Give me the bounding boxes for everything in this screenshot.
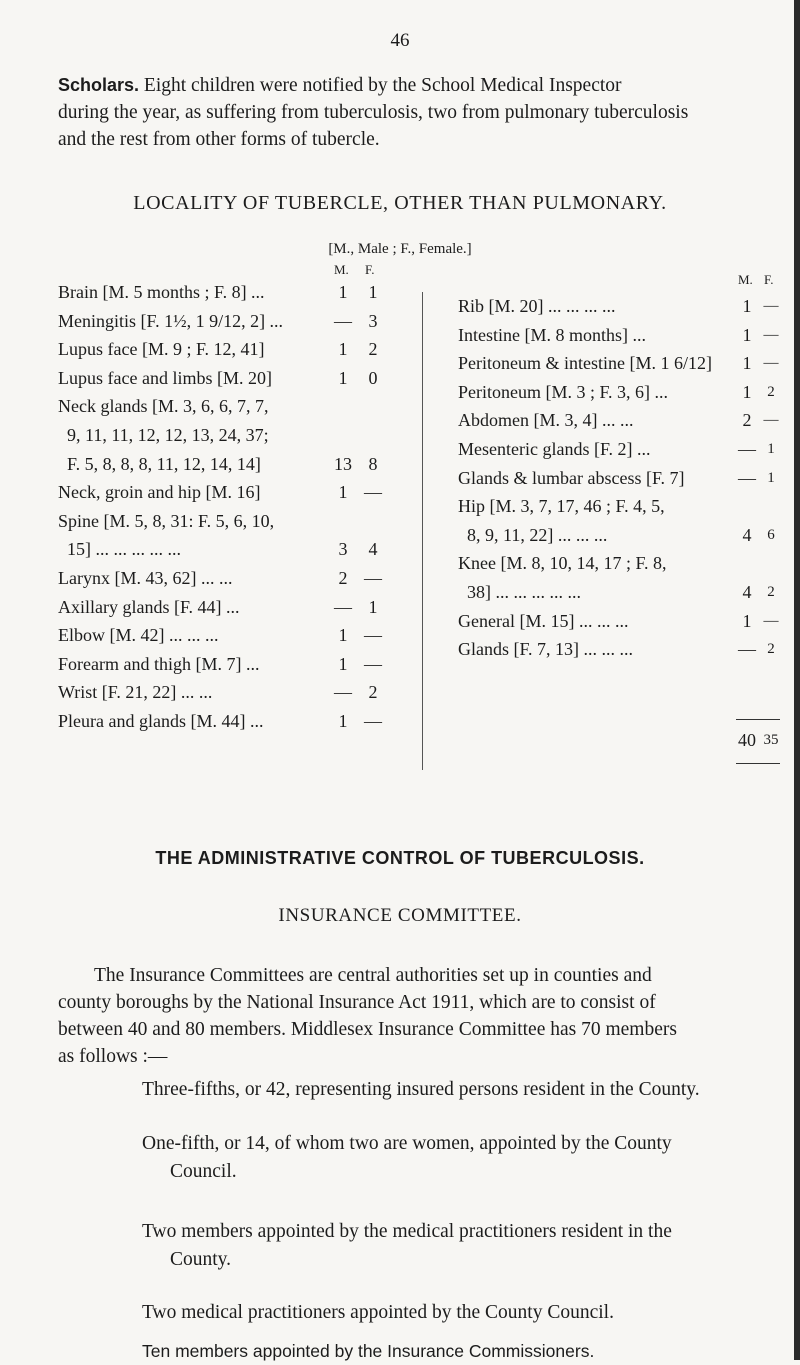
member-line-cont: Council. <box>170 1161 237 1182</box>
right-row-label: Mesenteric glands [F. 2] ... <box>458 439 651 459</box>
right-row-m: 2 <box>742 410 752 431</box>
right-header-m: M. <box>738 272 753 287</box>
left-row-label: Axillary glands [F. 44] ... <box>58 596 240 617</box>
scholars-line-2: during the year, as suffering from tuberculosis, two from pulmonary tuberculosis <box>58 102 689 123</box>
left-row-f: 3 <box>368 310 378 331</box>
left-row <box>58 479 422 505</box>
left-header-f: F. <box>365 262 375 277</box>
right-row-label: Abdomen [M. 3, 4] ... ... <box>458 410 634 431</box>
insurance-line-3: between 40 and 80 members. Middlesex Insurance Committee has 70 members <box>58 1019 677 1040</box>
left-row <box>58 536 422 562</box>
right-row-label: Glands & lumbar abscess [F. 7] <box>458 467 685 488</box>
locality-table <box>58 262 780 812</box>
right-row <box>430 636 780 662</box>
locality-title: LOCALITY OF TUBERCLE, OTHER THAN PULMONARY. <box>133 192 667 214</box>
right-row-m: — <box>738 439 756 459</box>
left-row-m: 3 <box>338 539 348 560</box>
left-row <box>58 336 422 362</box>
left-row-label: 15] ... ... ... ... ... <box>58 539 181 560</box>
left-row-label: Lupus face [M. 9 ; F. 12, 41] <box>58 339 265 360</box>
member-item <box>142 1218 792 1274</box>
left-row-f: — <box>364 653 382 674</box>
right-row-label: Intestine [M. 8 months] ... <box>458 324 646 345</box>
right-row-f: — <box>763 326 779 343</box>
left-row-m: 1 <box>338 482 348 503</box>
right-row <box>430 436 780 462</box>
left-row-label: Neck, groin and hip [M. 16] <box>58 482 261 503</box>
member-line: One-fifth, or 14, of whom two are women, appointed by the County <box>142 1133 672 1154</box>
right-row-f: 2 <box>767 584 775 600</box>
right-row-f: — <box>763 298 779 314</box>
right-row-f: — <box>763 612 779 629</box>
right-row-label: Hip [M. 3, 7, 17, 46 ; F. 4, 5, <box>458 496 665 517</box>
right-row-m: 4 <box>742 582 752 602</box>
left-row-label: Forearm and thigh [M. 7] ... <box>58 653 260 674</box>
left-row-f: — <box>364 625 382 646</box>
right-row-label: General [M. 15] ... ... ... <box>458 610 629 631</box>
left-row-label: F. 5, 8, 8, 8, 11, 12, 14, 14] <box>58 453 261 474</box>
left-row-label: Spine [M. 5, 8, 31: F. 5, 6, 10, <box>58 510 275 531</box>
left-row-label: Meningitis [F. 1½, 1 9/12, 2] ... <box>58 310 284 331</box>
left-row <box>58 422 422 448</box>
insurance-line-1: The Insurance Committees are central authorities set up in counties and <box>94 965 652 986</box>
left-row-label: Brain [M. 5 months ; F. 8] ... <box>58 282 265 302</box>
left-row-label: Neck glands [M. 3, 6, 6, 7, 7, <box>58 396 269 417</box>
left-row-m: 1 <box>338 282 348 302</box>
left-row-label: Wrist [F. 21, 22] ... ... <box>58 682 213 703</box>
total-f: 35 <box>763 732 779 748</box>
left-row <box>58 279 422 305</box>
left-row-label: Pleura and glands [M. 44] ... <box>58 711 264 731</box>
right-row-f: — <box>763 355 779 372</box>
scholars-line-3: and the rest from other forms of tubercle. <box>58 129 380 150</box>
scholars-line-1 <box>58 72 798 99</box>
scholars-heading: Scholars. <box>58 75 140 95</box>
right-row <box>430 579 780 605</box>
right-row <box>430 407 780 433</box>
insurance-line-4: as follows :— <box>58 1046 168 1067</box>
member-line: Ten members appointed by the Insurance Commissioners. <box>142 1341 595 1361</box>
total-m: 40 <box>738 730 756 750</box>
member-line: Two medical practitioners appointed by the County Council. <box>142 1302 614 1323</box>
left-row <box>58 679 422 705</box>
left-row-m: — <box>334 310 352 331</box>
right-row <box>430 293 780 319</box>
left-row <box>58 451 422 477</box>
left-row-f: 2 <box>368 682 378 703</box>
right-row <box>430 550 780 576</box>
member-line-cont: County. <box>170 1249 232 1270</box>
right-row-label: Peritoneum & intestine [M. 1 6/12] <box>458 353 712 374</box>
member-item <box>142 1130 792 1186</box>
left-row-m: 1 <box>338 339 348 360</box>
left-row-m: 1 <box>338 625 348 646</box>
left-row-m: — <box>334 682 352 703</box>
right-row-label: Rib [M. 20] ... ... ... ... <box>458 296 616 316</box>
insurance-paragraph <box>58 962 786 1070</box>
total-row <box>430 727 780 753</box>
left-row-label: 9, 11, 11, 12, 12, 13, 24, 37; <box>58 425 269 445</box>
left-row <box>58 594 422 620</box>
member-line: Three-fifths, or 42, representing insured persons resident in the County. <box>142 1079 700 1100</box>
right-row <box>430 322 780 348</box>
right-row-m: — <box>738 639 756 660</box>
insurance-line-2: county boroughs by the National Insurance Act 1911, which are to consist of <box>58 992 656 1013</box>
column-divider <box>422 292 423 770</box>
insurance-heading: INSURANCE COMMITTEE. <box>278 905 522 926</box>
page-number: 46 <box>390 30 410 51</box>
right-row-m: 1 <box>742 381 752 402</box>
member-line: Two members appointed by the medical practitioners resident in the <box>142 1221 672 1242</box>
left-row-m: 2 <box>338 568 348 588</box>
right-row-f: 1 <box>767 441 775 457</box>
right-row-f: — <box>763 412 779 429</box>
right-row-f: 2 <box>767 641 775 658</box>
left-row <box>58 565 422 591</box>
right-row <box>430 608 780 634</box>
scholars-text-1: Eight children were notified by the School Medical Inspector <box>139 75 622 96</box>
right-row-m: 1 <box>742 610 752 631</box>
left-row-f: 4 <box>368 539 378 560</box>
left-row <box>58 365 422 391</box>
left-row-f: 8 <box>368 453 378 474</box>
left-row-f: 2 <box>368 339 378 360</box>
left-row-f: — <box>364 711 382 731</box>
left-row-m: 1 <box>338 653 348 674</box>
right-row-m: 1 <box>742 353 752 374</box>
left-row <box>58 651 422 677</box>
left-row-m: — <box>334 596 352 617</box>
page-edge <box>794 0 800 1360</box>
key-line: [M., Male ; F., Female.] <box>328 241 472 257</box>
total-rule-bottom <box>736 763 780 764</box>
right-row <box>430 350 780 376</box>
right-row-label: Glands [F. 7, 13] ... ... ... <box>458 639 634 660</box>
total-rule-top <box>736 719 780 720</box>
left-row <box>58 393 422 419</box>
member-item <box>142 1299 792 1327</box>
left-row-f: 0 <box>368 367 378 388</box>
member-item <box>142 1337 792 1365</box>
left-header-m: M. <box>334 262 349 277</box>
right-row <box>430 465 780 491</box>
right-row <box>430 522 780 548</box>
right-row-f: 1 <box>767 469 775 486</box>
left-row <box>58 308 422 334</box>
left-row-f: 1 <box>368 282 378 302</box>
member-item <box>142 1076 792 1104</box>
left-row-m: 1 <box>338 367 348 388</box>
right-row-label: Knee [M. 8, 10, 14, 17 ; F. 8, <box>458 553 667 574</box>
left-row-f: — <box>364 482 382 503</box>
right-row <box>430 379 780 405</box>
left-row-label: Larynx [M. 43, 62] ... ... <box>58 568 233 588</box>
left-row-f: — <box>364 568 382 588</box>
right-row-m: 1 <box>742 324 752 345</box>
right-header-f: F. <box>764 272 774 287</box>
admin-heading: THE ADMINISTRATIVE CONTROL OF TUBERCULOSIS. <box>155 848 645 868</box>
right-row-f: 2 <box>767 383 775 400</box>
left-row <box>58 622 422 648</box>
left-row-m: 1 <box>338 711 348 731</box>
left-row-f: 1 <box>368 596 378 617</box>
left-row <box>58 708 422 734</box>
left-row-label: Elbow [M. 42] ... ... ... <box>58 625 219 646</box>
right-row-f: 6 <box>767 526 775 543</box>
right-row-m: — <box>738 467 756 488</box>
right-row-m: 4 <box>742 524 752 545</box>
right-row-label: 38] ... ... ... ... ... <box>458 582 581 602</box>
left-row-label: Lupus face and limbs [M. 20] <box>58 367 272 388</box>
left-row-m: 13 <box>334 453 352 474</box>
right-row-label: Peritoneum [M. 3 ; F. 3, 6] ... <box>458 381 669 402</box>
right-row-m: 1 <box>742 296 752 316</box>
scholars-paragraph <box>58 72 798 153</box>
right-row-label: 8, 9, 11, 22] ... ... ... <box>458 524 608 545</box>
left-row <box>58 508 422 534</box>
right-row <box>430 493 780 519</box>
